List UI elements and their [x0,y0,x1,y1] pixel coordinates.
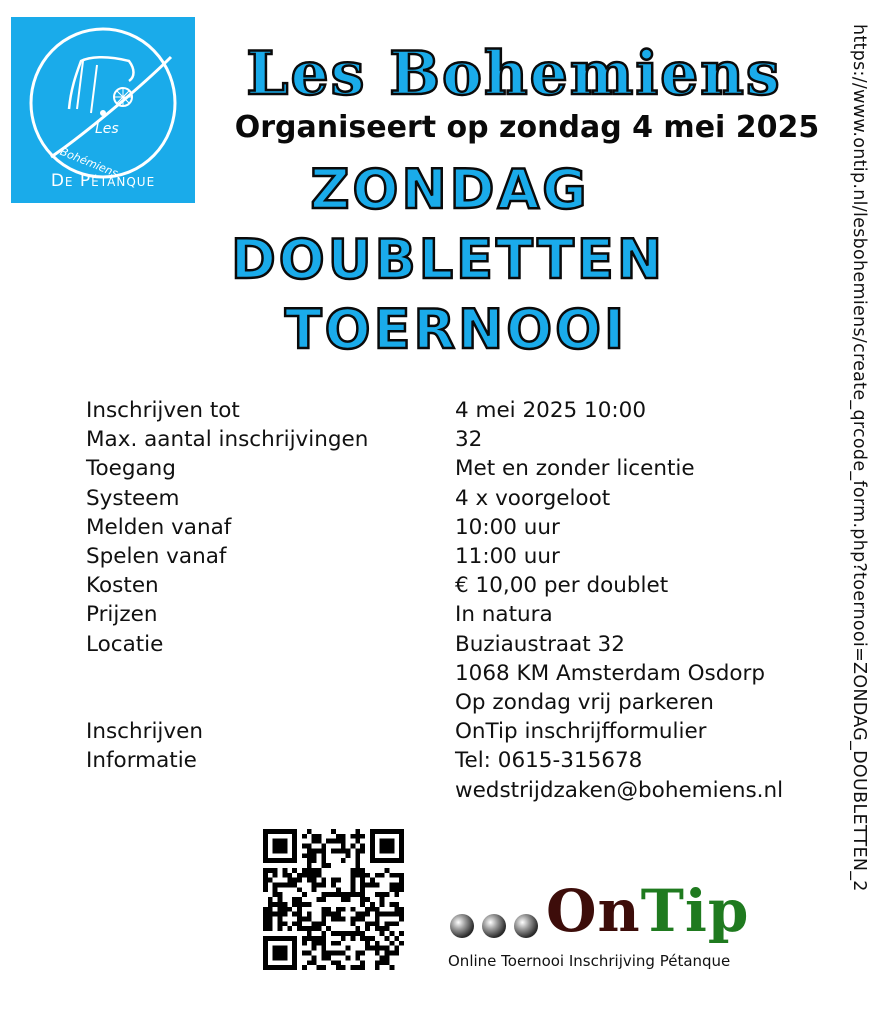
qr-code-icon[interactable] [263,829,404,970]
registration-url[interactable]: https://www.ontip.nl/lesbohemiens/create_qrcode_form.php?toernooi=ZONDAG_DOUBLETTEN_2 [849,24,869,892]
detail-value: In natura [455,602,553,628]
detail-row [86,600,783,629]
detail-value: 4 mei 2025 10:00 [455,398,647,423]
petanque-balls-icon [448,911,544,941]
detail-row [86,746,783,775]
detail-row [86,513,783,542]
detail-label: Locatie [86,631,164,657]
detail-label [86,776,455,805]
detail-label [86,688,455,717]
detail-label: Systeem [86,485,180,511]
event-title-line-3: TOERNOOI [284,298,628,361]
detail-label [86,659,455,688]
detail-value: 10:00 uur [455,514,560,540]
detail-label: Inschrijven [86,719,203,745]
detail-row [86,659,783,688]
ontip-logo-tip: Tip [640,877,750,945]
detail-value: 1068 KM Amsterdam Osdorp [455,660,766,686]
detail-label: Inschrijven tot [86,398,240,423]
detail-value: Met en zonder licentie [455,456,695,482]
detail-value: Buziaustraat 32 [455,631,625,657]
detail-label: Melden vanaf [86,514,232,540]
detail-value: OnTip inschrijfformulier [455,719,707,745]
detail-label: Kosten [86,573,159,599]
detail-value: Op zondag vrij parkeren [455,690,714,716]
detail-label: Toegang [86,456,176,482]
detail-row [86,630,783,659]
detail-value: 11:00 uur [455,544,560,570]
ontip-logo-on: On [546,877,641,945]
detail-row [86,484,783,513]
detail-label: Prijzen [86,602,158,628]
event-date-subtitle: Organiseert op zondag 4 mei 2025 [234,110,820,145]
logo-les-text: Les [95,121,119,137]
detail-row [86,571,783,600]
detail-row [86,542,783,571]
detail-value: € 10,00 per doublet [455,573,669,599]
detail-row [86,454,783,483]
club-logo [11,17,195,203]
detail-value: 4 x voorgeloot [455,485,611,511]
detail-label: Max. aantal inschrijvingen [86,427,369,453]
event-title-line-2: DOUBLETTEN [230,228,666,291]
detail-row [86,396,783,425]
detail-row [86,776,783,805]
detail-value: Tel: 0615-315678 [455,748,643,774]
detail-row [86,688,783,717]
event-title-line-1: ZONDAG [310,158,590,221]
detail-value: wedstrijdzaken@bohemiens.nl [455,777,784,803]
tournament-details [86,396,783,805]
logo-bohemiens-text: Bohémiens [58,145,120,181]
logo-petanque-text: De Pétanque [50,171,156,191]
ontip-branding [448,877,808,980]
ontip-logo [546,877,749,945]
club-name-title: Les Bohemiens [246,39,782,109]
detail-row [86,717,783,746]
detail-label: Informatie [86,748,197,774]
detail-label: Spelen vanaf [86,544,227,570]
detail-row [86,425,783,454]
detail-value: 32 [455,427,483,453]
ontip-tagline: Online Toernooi Inschrijving Pétanque [448,952,731,970]
